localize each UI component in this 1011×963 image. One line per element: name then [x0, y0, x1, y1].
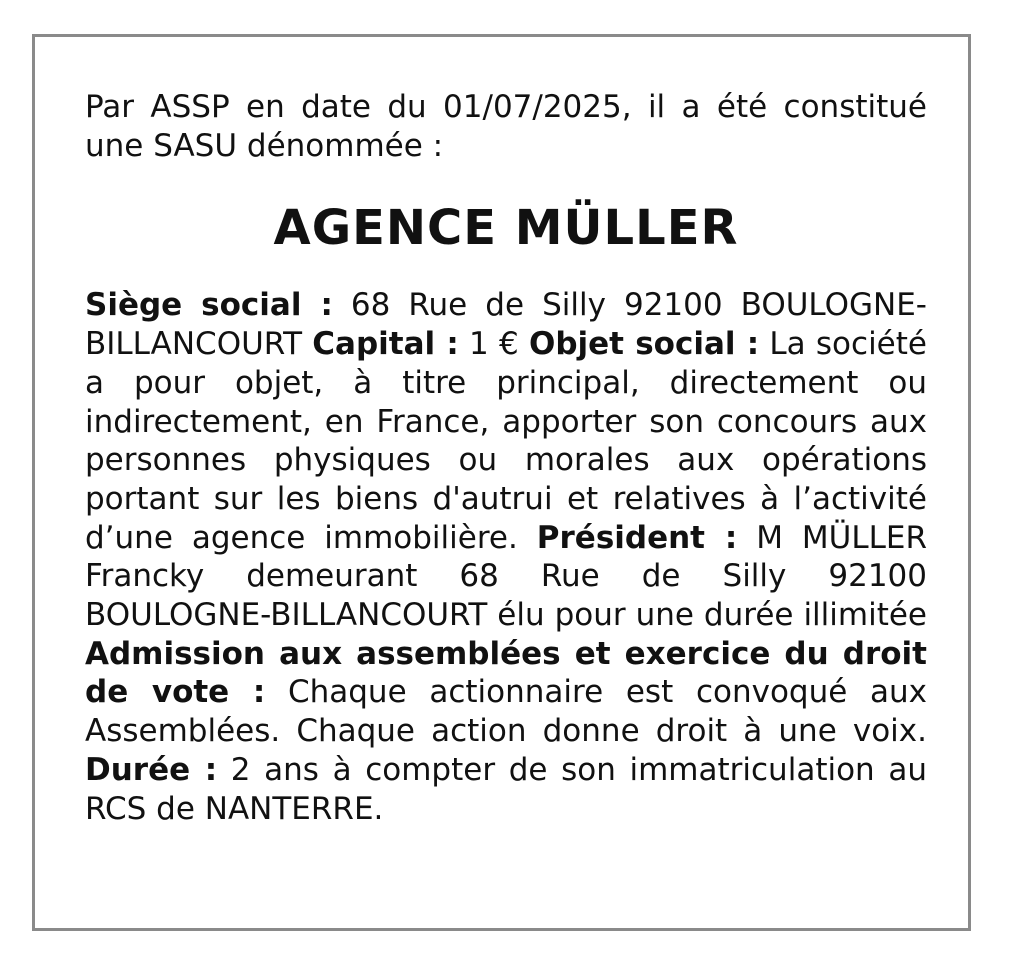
- siege-value: 68 Rue de Silly 92100 BOULOGNE-BILLANCOURT: [85, 287, 927, 363]
- admission-label: Admission aux assemblées et exercice du droit de vote :: [85, 635, 927, 711]
- notice-details: [85, 286, 927, 828]
- legal-notice-body: [85, 88, 927, 828]
- legal-notice-frame: [32, 34, 971, 931]
- objet-label: Objet social :: [528, 326, 760, 363]
- notice-intro: Par ASSP en date du 01/07/2025, il a été constitué une SASU dénommée :: [85, 89, 927, 164]
- admission-value: Chaque actionnaire est convoqué aux Assemblées. Chaque action donne droit à une voix.: [85, 674, 927, 750]
- duree-value: 2 ans à compter de son immatriculation au RCS de NANTERRE.: [85, 751, 927, 827]
- president-value: M MÜLLER Francky demeurant 68 Rue de Silly 92100 BOULOGNE-BILLANCOURT élu pour une durée illimitée: [85, 519, 928, 634]
- siege-label: Siège social :: [85, 287, 333, 324]
- capital-value: 1 €: [458, 326, 529, 363]
- capital-label: Capital :: [312, 326, 459, 363]
- company-name: AGENCE MÜLLER: [273, 200, 739, 257]
- president-label: Président :: [536, 519, 738, 556]
- duree-label: Durée :: [85, 751, 218, 788]
- objet-value: La société a pour objet, à titre principal, directement ou indirectement, en France, apporter son concours aux personnes physiques ou morales aux opérations portant sur les biens d'autrui et relatives à l’activité d’une agence immobilière.: [85, 326, 927, 556]
